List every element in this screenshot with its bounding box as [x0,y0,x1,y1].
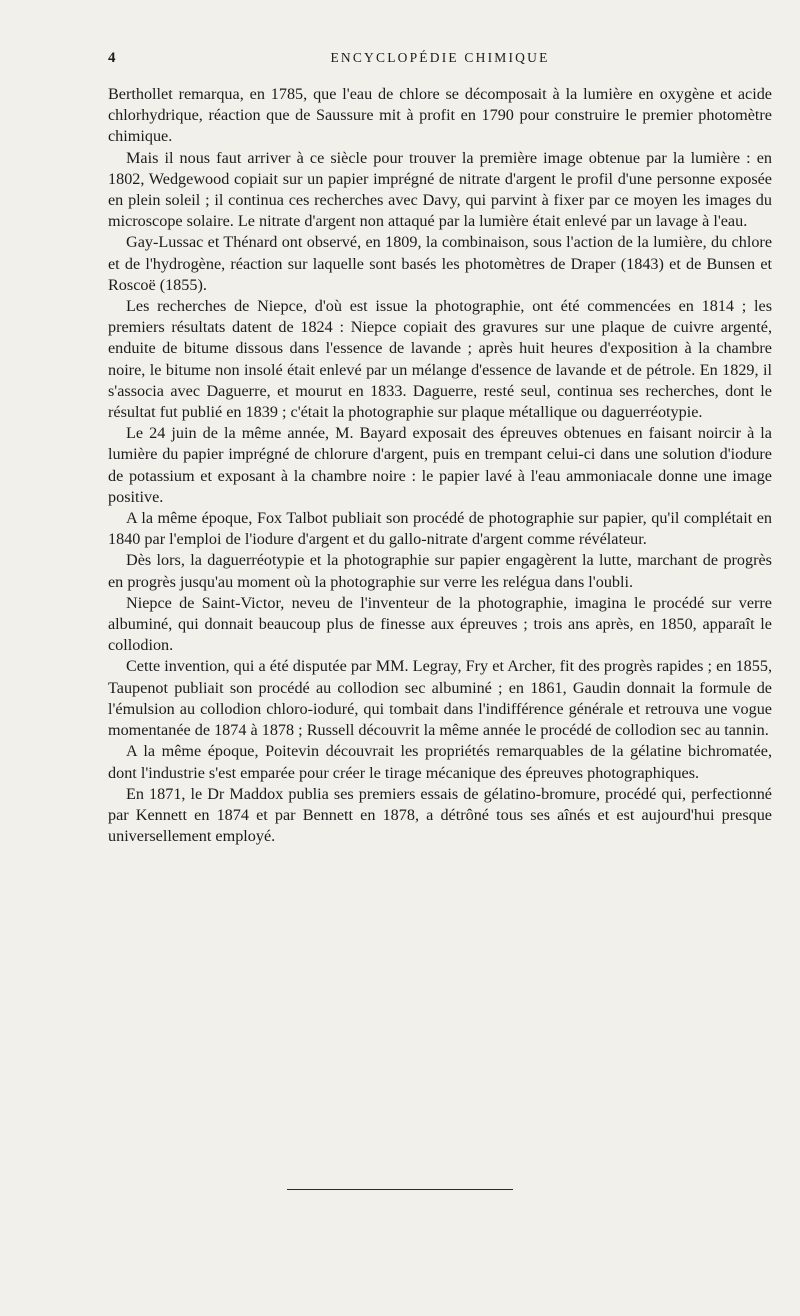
paragraph-fox-talbot: A la même époque, Fox Talbot publiait son procédé de photographie sur papier, qu'il complétait en 1840 par l'emploi de l'iodure d'argent et du gallo-nitrate d'argent comme révélateur. [108,509,772,549]
paragraph-saint-victor: Niepce de Saint-Victor, neveu de l'inventeur de la photographie, imagina le procédé sur verre albuminé, qui donnait beaucoup plus de finesse aux épreuves ; trois ans après, en 1850, apparaît le collodion. [108,593,772,655]
paragraph-bayard: Le 24 juin de la même année, M. Bayard exposait des épreuves obtenues en faisant noircir à la lumière du papier imprégné de chlorure d'argent, puis en trempant celui-ci dans une solution d'iodure de potassium et exposant à la chambre noire : le papier lavé à l'eau ammoniacale donne une image positive. [108,424,772,506]
section-divider [287,1189,513,1190]
running-title: ENCYCLOPÉDIE CHIMIQUE [330,50,550,65]
paragraph-berthollet: Berthollet remarqua, en 1785, que l'eau de chlore se décomposait à la lumière en oxygène et acide chlorhydrique, réaction que de Saussure mit à profit en 1790 pour construire le premier photomètre chimique. [108,85,772,146]
paragraph-lutte: Dès lors, la daguerréotypie et la photographie sur papier engagèrent la lutte, marchant de progrès en progrès jusqu'au moment où la photographie sur verre les relégua dans l'oubli. [108,551,772,591]
paragraph-maddox: En 1871, le Dr Maddox publia ses premiers essais de gélatino-bromure, procédé qui, perfectionné par Kennett en 1874 et par Bennett en 1878, a détrôné tous ses aînés et est aujourd'hui presque universellement employé. [108,784,772,846]
body-text [108,84,772,847]
paragraph-collodion: Cette invention, qui a été disputée par MM. Legray, Fry et Archer, fit des progrès rapides ; en 1855, Taupenot publiait son procédé au collodion sec albuminé ; en 1861, Gaudin donnait la formule de l'émulsion au collodion chloro-ioduré, qui tombait dans l'indifférence générale et retrouva une vogue momentanée de 1874 à 1878 ; Russell découvrit la même année le procédé de collodion sec au tannin. [108,657,772,740]
paragraph-niepce: Les recherches de Niepce, d'où est issue la photographie, ont été commencées en 1814 ; les premiers résultats datent de 1824 : Niepce copiait des gravures sur une plaque de cuivre argenté, enduite de bitume dissous dans l'essence de lavande ; après huit heures d'exposition à la chambre noire, le bitume non insolé était enlevé par un mélange d'essence de lavande et de pétrole. En 1829, il s'associa avec Daguerre, et mourut en 1833. Daguerre, resté seul, continua ses recherches, dont le résultat fut publié en 1839 ; c'était la photographie sur plaque métallique ou daguerréotypie. [108,297,772,422]
paragraph-poitevin: A la même époque, Poitevin découvrait les propriétés remarquables de la gélatine bichromatée, dont l'industrie s'est emparée pour créer le tirage mécanique des épreuves photographiques. [108,742,772,782]
page-number: 4 [108,50,116,66]
paragraph-gay-lussac: Gay-Lussac et Thénard ont observé, en 1809, la combinaison, sous l'action de la lumière, du chlore et de l'hydrogène, réaction sur laquelle sont basés les photomètres de Draper (1843) et de Bunsen et Roscoë (1855). [108,233,772,294]
page-header [108,50,772,70]
paragraph-wedgewood: Mais il nous faut arriver à ce siècle pour trouver la première image obtenue par la lumière : en 1802, Wedgewood copiait sur un papier imprégné de nitrate d'argent le profil d'une personne exposée en plein soleil ; il continua ces recherches avec Davy, qui parvint à fixer par ce moyen les images du microscope solaire. Le nitrate d'argent non attaqué par la lumière était enlevé par un lavage à l'eau. [108,148,772,231]
